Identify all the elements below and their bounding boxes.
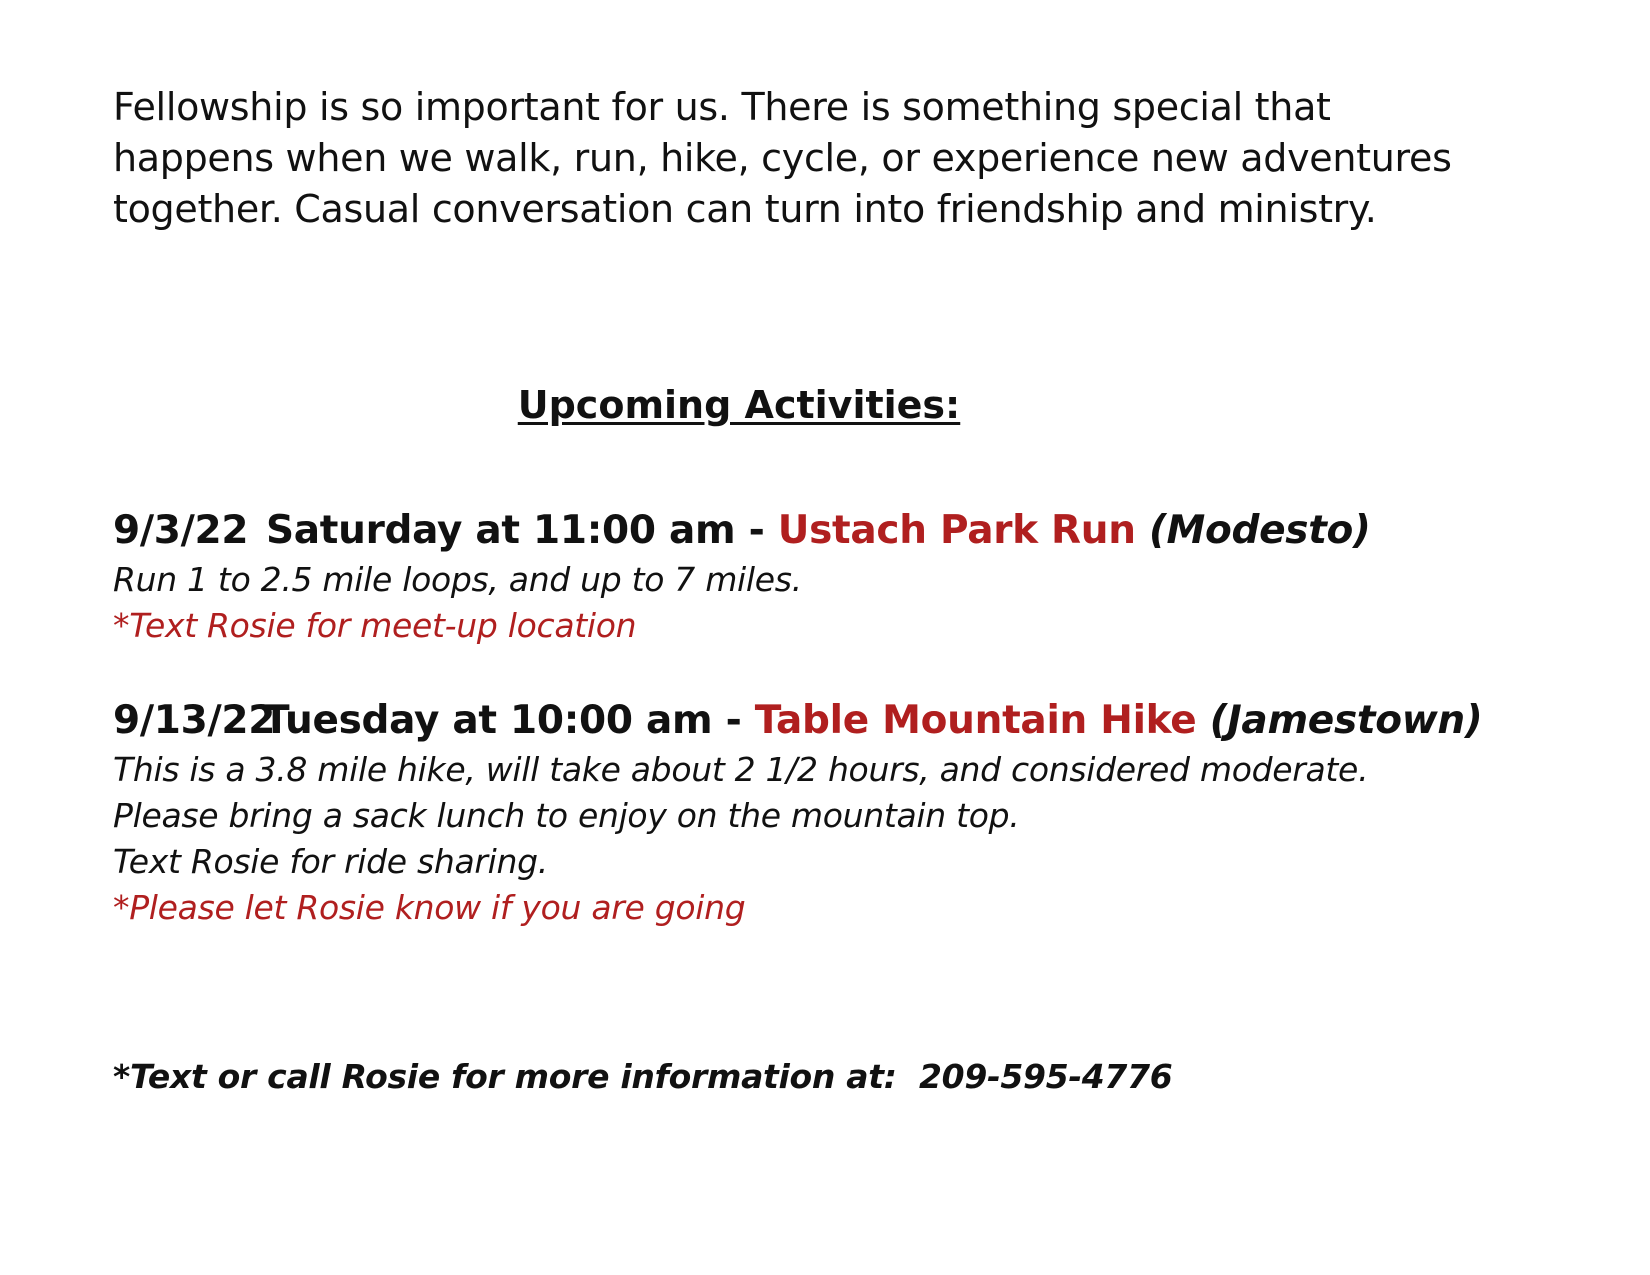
event-when: Saturday at 11:00 am - bbox=[266, 508, 778, 553]
event-date: 9/13/22 bbox=[113, 698, 276, 743]
event-note: *Text Rosie for meet-up location bbox=[113, 606, 637, 645]
heading-text: Upcoming Activities: bbox=[517, 383, 961, 427]
event-place: (Modesto) bbox=[1135, 508, 1371, 553]
intro-line: Fellowship is so important for us. There is something special that bbox=[113, 85, 1331, 129]
event-detail: Text Rosie for ride sharing. bbox=[113, 842, 548, 881]
event-ustach-park-run bbox=[113, 505, 1593, 649]
event-place: (Jamestown) bbox=[1196, 698, 1483, 743]
intro-paragraph bbox=[113, 82, 1553, 235]
event-when: Tuesday at 10:00 am - bbox=[263, 698, 755, 743]
event-detail: Please bring a sack lunch to enjoy on the mountain top. bbox=[113, 796, 1020, 835]
contact-info: *Text or call Rosie for more information at: 209-595-4776 bbox=[113, 1057, 1173, 1096]
event-title bbox=[113, 695, 1593, 747]
event-date: 9/3/22 bbox=[113, 508, 249, 553]
event-detail: This is a 3.8 mile hike, will take about 2 1/2 hours, and considered moderate. bbox=[113, 750, 1369, 789]
section-heading bbox=[0, 380, 1478, 430]
event-name: Table Mountain Hike bbox=[754, 698, 1197, 743]
event-table-mountain-hike bbox=[113, 695, 1593, 931]
intro-line: happens when we walk, run, hike, cycle, or experience new adventures bbox=[113, 136, 1452, 180]
event-detail: Run 1 to 2.5 mile loops, and up to 7 miles. bbox=[113, 560, 802, 599]
event-note: *Please let Rosie know if you are going bbox=[113, 888, 746, 927]
event-title bbox=[113, 505, 1593, 557]
intro-line: together. Casual conversation can turn into friendship and ministry. bbox=[113, 187, 1377, 231]
event-name: Ustach Park Run bbox=[777, 508, 1136, 553]
